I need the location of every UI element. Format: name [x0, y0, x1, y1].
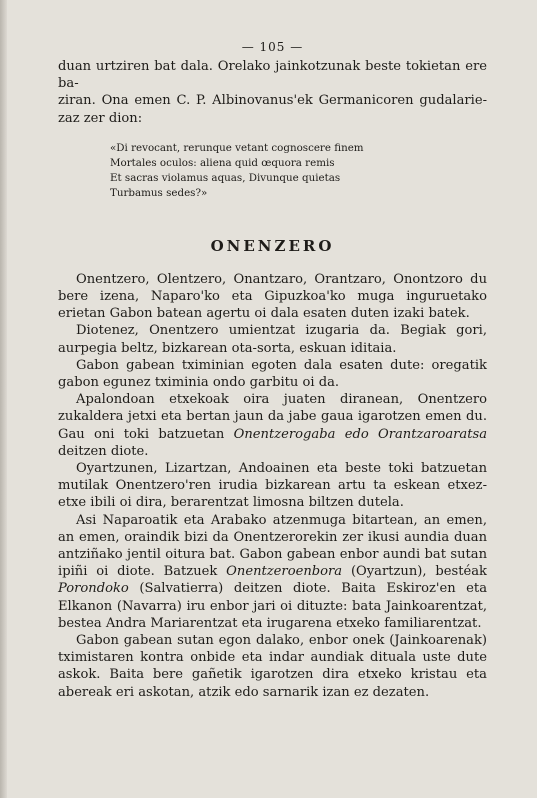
quote-line: Mortales oculos: aliena quid œquora remis — [110, 156, 335, 169]
intro-line: zaz zer dion: — [58, 110, 143, 126]
italic-term: Onentzerogaba edo Orantzaroaratsa — [233, 426, 487, 442]
paragraph — [58, 512, 487, 632]
italic-term: Onentzeroenbora — [226, 564, 343, 580]
paragraph: Onentzero, Olentzero, Onantzaro, Orantzaro, Onontzoro du bere izena, Naparo'ko eta Gipuzkoa'ko muga inguruetako erietan Gabon batean agertu oi dala esaten duten izaki batek. — [58, 271, 487, 322]
paragraph-text: Asi Naparoatik eta Arabako atzenmuga bitartean, an emen, an emen, oraindik bizi da Onentzerorekin zer ikusi aundia duan antziñako jentil oitura bat. Gabon gabean enbor aundi bat sutan ipiñi oi diote. Batzuek — [58, 512, 487, 580]
paragraph: Oyartzunen, Lizartzan, Andoainen eta beste toki batzuetan mutilak Onentzero'ren irudia bizkarean artu ta eskean etxez-etxe ibili oi dira, berarentzat limosna biltzen dutela. — [58, 461, 487, 511]
quote-line: «Di revocant, rerunque vetant cognoscere finem — [110, 141, 364, 154]
latin-quote — [110, 141, 487, 201]
intro-line: duan urtziren bat dala. Orelako jainkotzunak beste tokietan ere ba- — [58, 59, 487, 92]
page-spine-shadow — [0, 0, 7, 798]
paragraph-text: (Oyartzun), bestéak — [342, 564, 487, 580]
paragraph-text: Apalondoan etxekoak oira juaten diranean, Onentzero zukaldera jetxi eta bertan jaun da jabe gaua igarotzen emen du. Gau oni toki batzuetan — [58, 392, 487, 442]
paragraph: Diotenez, Onentzero umientzat izugaria da. Begiak gori, aurpegia beltz, bizkarean ota-sorta, eskuan iditaia. — [58, 323, 487, 356]
page-number: — 105 — — [241, 40, 304, 54]
paragraph-text: (Salvatierra) deitzen diote. Baita Eskiroz'en eta Elkanon (Navarra) iru enbor jari oi dituzte: bata Jainkoarentzat, bestea Andra Mariarentzat eta irugarena etxeko familiarentzat. — [58, 581, 487, 631]
paragraph: Gabon gabean sutan egon dalako, enbor onek (Jainkoarenak) tximistaren kontra onbide eta indar aundiak dituala uste dute askok. Baita bere gañetik igarotzen dira etxeko kristau eta abereak eri askotan, atzik edo sarnarik izan ez dezaten. — [58, 633, 487, 700]
intro-paragraph — [58, 58, 487, 127]
paragraph — [58, 391, 487, 460]
section-title: ONENZERO — [210, 236, 335, 255]
quote-line: Et sacras violamus aquas, Divunque quietas — [110, 171, 341, 184]
italic-term: Porondoko — [58, 581, 129, 597]
paragraph: Gabon gabean tximinian egoten dala esaten dute: oregatik gabon egunez tximinia ondo garbitu oi da. — [58, 357, 487, 391]
paragraph-text: deitzen diote. — [58, 443, 149, 459]
quote-line: Turbamus sedes?» — [110, 186, 208, 199]
intro-line: ziran. Ona emen C. P. Albinovanus'ek Germanicoren gudalarie- — [58, 93, 487, 109]
